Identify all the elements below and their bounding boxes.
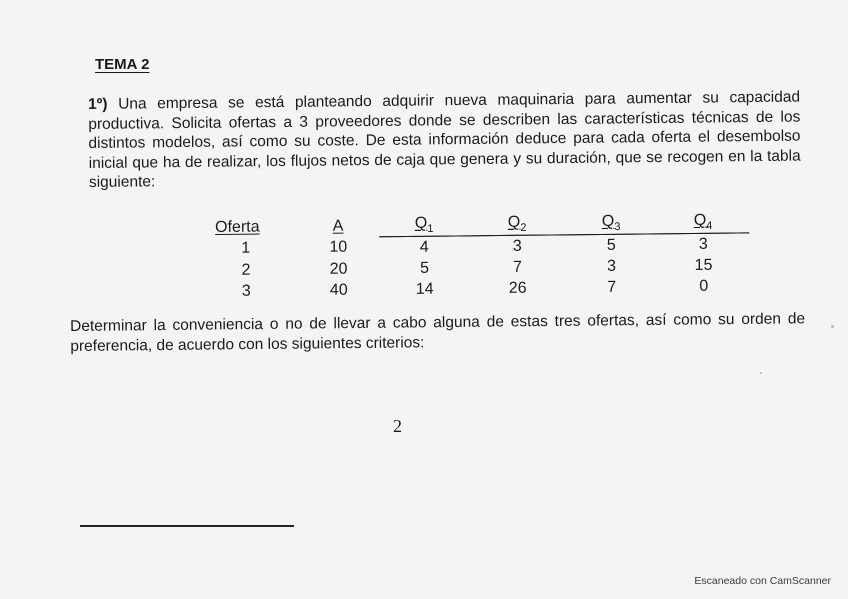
scan-speck: [831, 325, 834, 328]
header-q2: $Q_2$: [469, 213, 565, 236]
header-q1: $Q_1$: [379, 214, 469, 236]
page-number: 2: [393, 416, 402, 436]
cell-a: 20: [329, 260, 348, 278]
problem-text: Una empresa se está planteando adquirir nueva maquinaria para aumentar su capacidad productiva. Solicita ofertas a 3 proveedores donde se describen las características técnicas de los distintos modelos, así como su coste. De esta información deduce para cada oferta el desembolso inicial que ha de realizar, los flujos netos de caja que genera y su duración, que se recogen en la tabla siguiente:: [88, 88, 801, 191]
question-text: Determinar la conveniencia o no de llevar a cabo alguna de estas tres ofertas, así como su orden de preferencia, de acuerdo con los siguientes criterios:: [70, 310, 806, 355]
scanner-watermark: Escaneado con CamScanner: [694, 575, 831, 587]
footnote-divider: [80, 525, 294, 527]
cell-oferta: 2: [241, 261, 251, 279]
header-q4: $Q_4$: [657, 211, 749, 233]
header-a: A: [332, 217, 344, 235]
cell-q2: 3: [512, 237, 522, 255]
section-heading: TEMA 2: [95, 56, 150, 73]
cell-q4: 3: [698, 235, 708, 253]
problem-number: 1º): [88, 95, 108, 113]
cell-q2: 26: [508, 279, 527, 297]
problem-statement: [88, 88, 801, 193]
cell-q1: 14: [415, 280, 434, 298]
cell-q3: 3: [606, 257, 617, 275]
cell-q3: 5: [606, 236, 616, 254]
cell-q1: 5: [420, 259, 430, 277]
cell-a: 40: [329, 281, 348, 299]
cell-oferta: 1: [241, 239, 251, 257]
table-row: [216, 275, 750, 302]
cell-oferta: 3: [241, 282, 251, 300]
cell-q2: 7: [512, 258, 523, 276]
cell-q4: 0: [699, 277, 709, 295]
offers-table: [215, 211, 750, 302]
header-q3: $Q_3$: [565, 212, 657, 234]
cell-q1: 4: [419, 238, 429, 256]
cell-q3: 7: [607, 278, 617, 296]
scan-speck: [760, 372, 762, 374]
header-oferta: Oferta: [215, 218, 260, 236]
cell-a: 10: [329, 238, 348, 257]
cell-q4: 15: [694, 256, 713, 274]
